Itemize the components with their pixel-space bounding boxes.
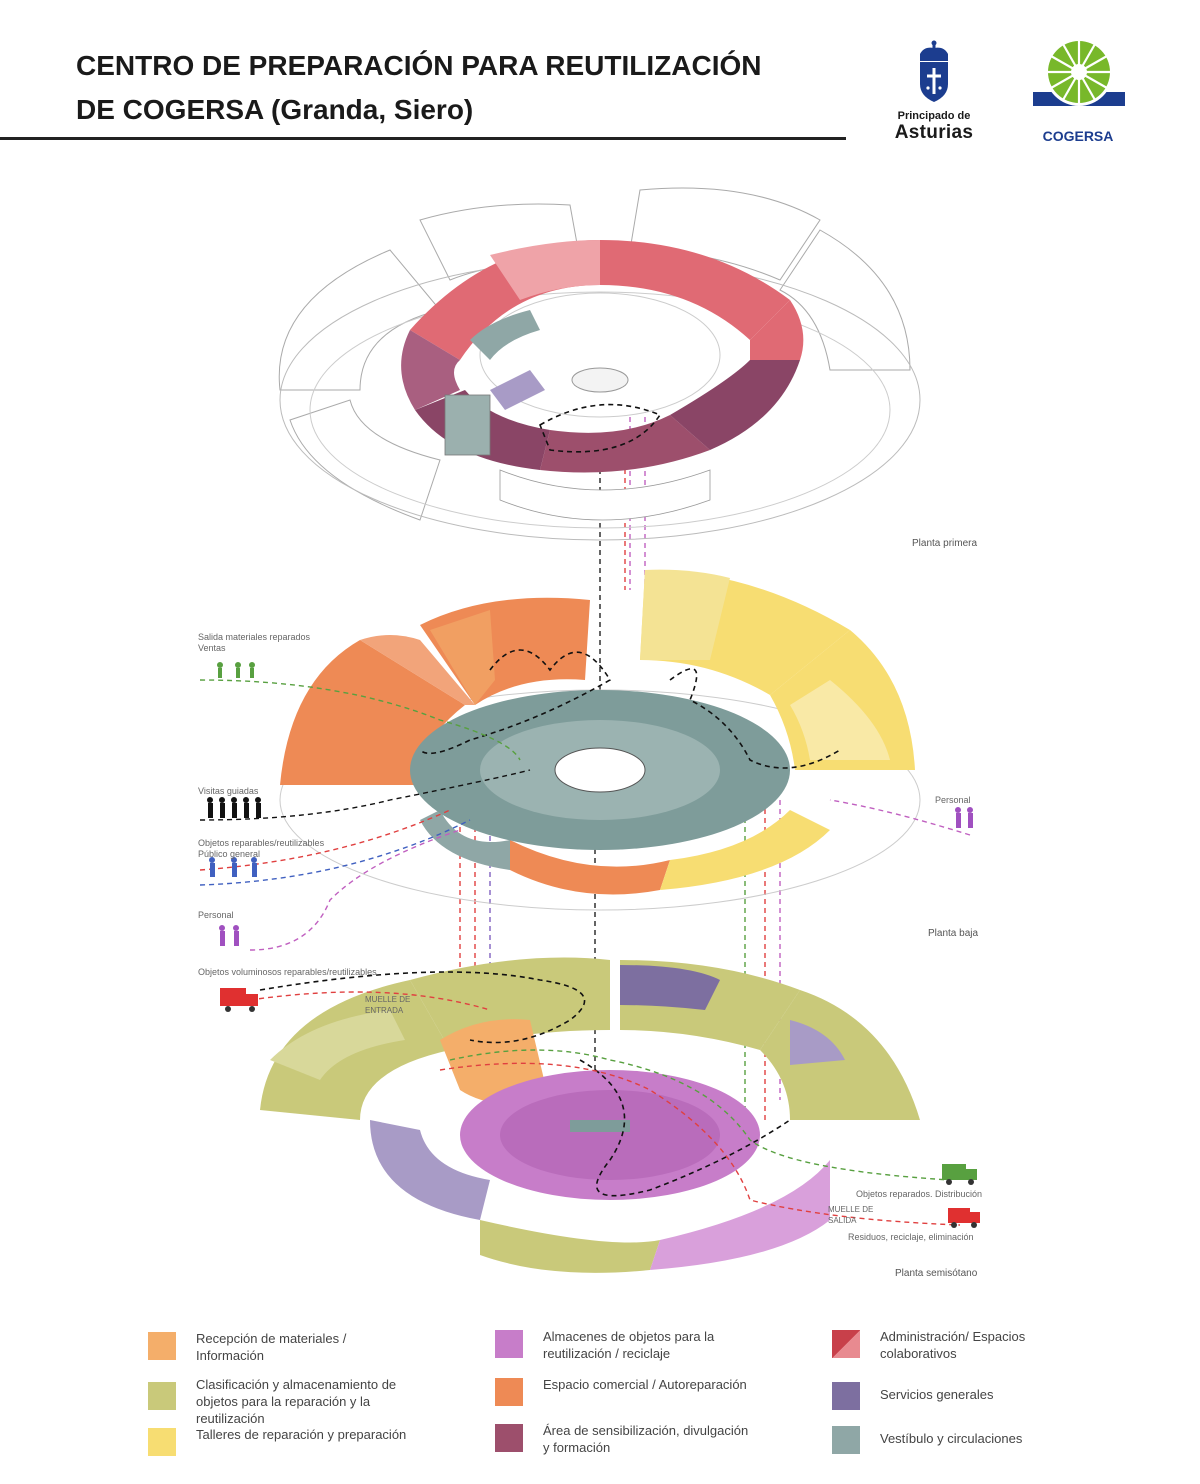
truck-green-icon bbox=[942, 1164, 977, 1185]
legend-swatch bbox=[832, 1426, 860, 1454]
title-underline bbox=[0, 137, 846, 140]
legend-swatch bbox=[148, 1428, 176, 1456]
title-line-2 bbox=[76, 88, 856, 132]
legend-label: Almacenes de objetos para la reutilización / reciclaje bbox=[543, 1329, 715, 1361]
public-carrying-icon bbox=[209, 857, 257, 877]
logo-cogersa bbox=[1030, 36, 1130, 148]
title-line-2-bold: DE COGERSA bbox=[76, 94, 264, 125]
note-objetos-line2: Público general bbox=[198, 849, 261, 859]
legend-label: Espacio comercial / Autoreparación bbox=[543, 1377, 747, 1392]
legend-swatch bbox=[832, 1382, 860, 1410]
note-residuos: Residuos, reciclaje, eliminación bbox=[848, 1232, 974, 1242]
muelle-entrada-line1: MUELLE DE bbox=[365, 995, 411, 1004]
visitors-people-icon bbox=[207, 797, 261, 818]
legend-label: Clasificación y almacenamiento de objetos para la reparación y la reutilización bbox=[196, 1377, 397, 1426]
legend-swatch bbox=[495, 1424, 523, 1452]
floor-ground bbox=[200, 570, 970, 950]
legend-label: Talleres de reparación y preparación bbox=[196, 1427, 407, 1442]
sales-people-icon bbox=[217, 662, 255, 678]
note-muelle-salida bbox=[828, 1204, 873, 1226]
legend-swatch bbox=[495, 1378, 523, 1406]
page-title bbox=[76, 44, 856, 132]
muelle-salida-line2: SALIDA bbox=[828, 1216, 857, 1225]
note-muelle-entrada bbox=[365, 994, 410, 1016]
truck-red-left-icon bbox=[220, 988, 258, 1012]
header bbox=[0, 0, 1200, 160]
legend-swatch bbox=[148, 1332, 176, 1360]
legend-label: Administración/ Espacios colaborativos bbox=[880, 1329, 1026, 1361]
asturias-line2: Asturias bbox=[894, 122, 974, 143]
floor-label-ground: Planta baja bbox=[928, 928, 979, 939]
muelle-salida-line1: MUELLE DE bbox=[828, 1205, 874, 1214]
crown-shield-icon bbox=[884, 38, 984, 108]
note-personal-left: Personal bbox=[198, 910, 234, 920]
cogersa-wordmark: COGERSA bbox=[1042, 128, 1114, 144]
title-line-1: CENTRO DE PREPARACIÓN PARA REUTILIZACIÓN bbox=[76, 50, 762, 81]
legend-swatch bbox=[148, 1382, 176, 1410]
staff-left-icon bbox=[219, 925, 239, 946]
floor-label-semi: Planta semisótano bbox=[895, 1268, 978, 1279]
note-personal-right: Personal bbox=[935, 795, 971, 805]
note-salida-line1: Salida materiales reparados bbox=[198, 632, 311, 642]
truck-red-right-icon bbox=[948, 1208, 980, 1228]
legend-label: Vestíbulo y circulaciones bbox=[880, 1431, 1023, 1446]
note-salida-line2: Ventas bbox=[198, 643, 226, 653]
note-objetos-line1: Objetos reparables/reutilizables bbox=[198, 838, 325, 848]
legend-swatch bbox=[495, 1330, 523, 1358]
legend-label: Recepción de materiales / Información bbox=[196, 1331, 347, 1363]
legend bbox=[140, 1320, 1080, 1470]
green-sun-icon bbox=[1030, 36, 1130, 128]
note-salida bbox=[198, 632, 310, 654]
muelle-entrada-line2: ENTRADA bbox=[365, 1006, 404, 1015]
title-line-2-rest: (Granda, Siero) bbox=[263, 94, 474, 125]
note-distribucion: Objetos reparados. Distribución bbox=[856, 1189, 983, 1199]
legend-label: Servicios generales bbox=[880, 1387, 994, 1402]
note-objetos bbox=[198, 838, 324, 860]
staff-right-icon bbox=[955, 807, 973, 828]
legend-swatch bbox=[832, 1330, 860, 1358]
note-visitas: Visitas guiadas bbox=[198, 786, 259, 796]
floor-label-first: Planta primera bbox=[912, 538, 978, 549]
asturias-line1: Principado de bbox=[897, 110, 971, 122]
note-camion: Objetos voluminosos reparables/reutilizables bbox=[198, 967, 377, 977]
logo-principado-asturias bbox=[884, 38, 984, 148]
legend-label: Área de sensibilización, divulgación y formación bbox=[543, 1423, 749, 1455]
exploded-axonometric-diagram bbox=[190, 160, 1010, 1300]
